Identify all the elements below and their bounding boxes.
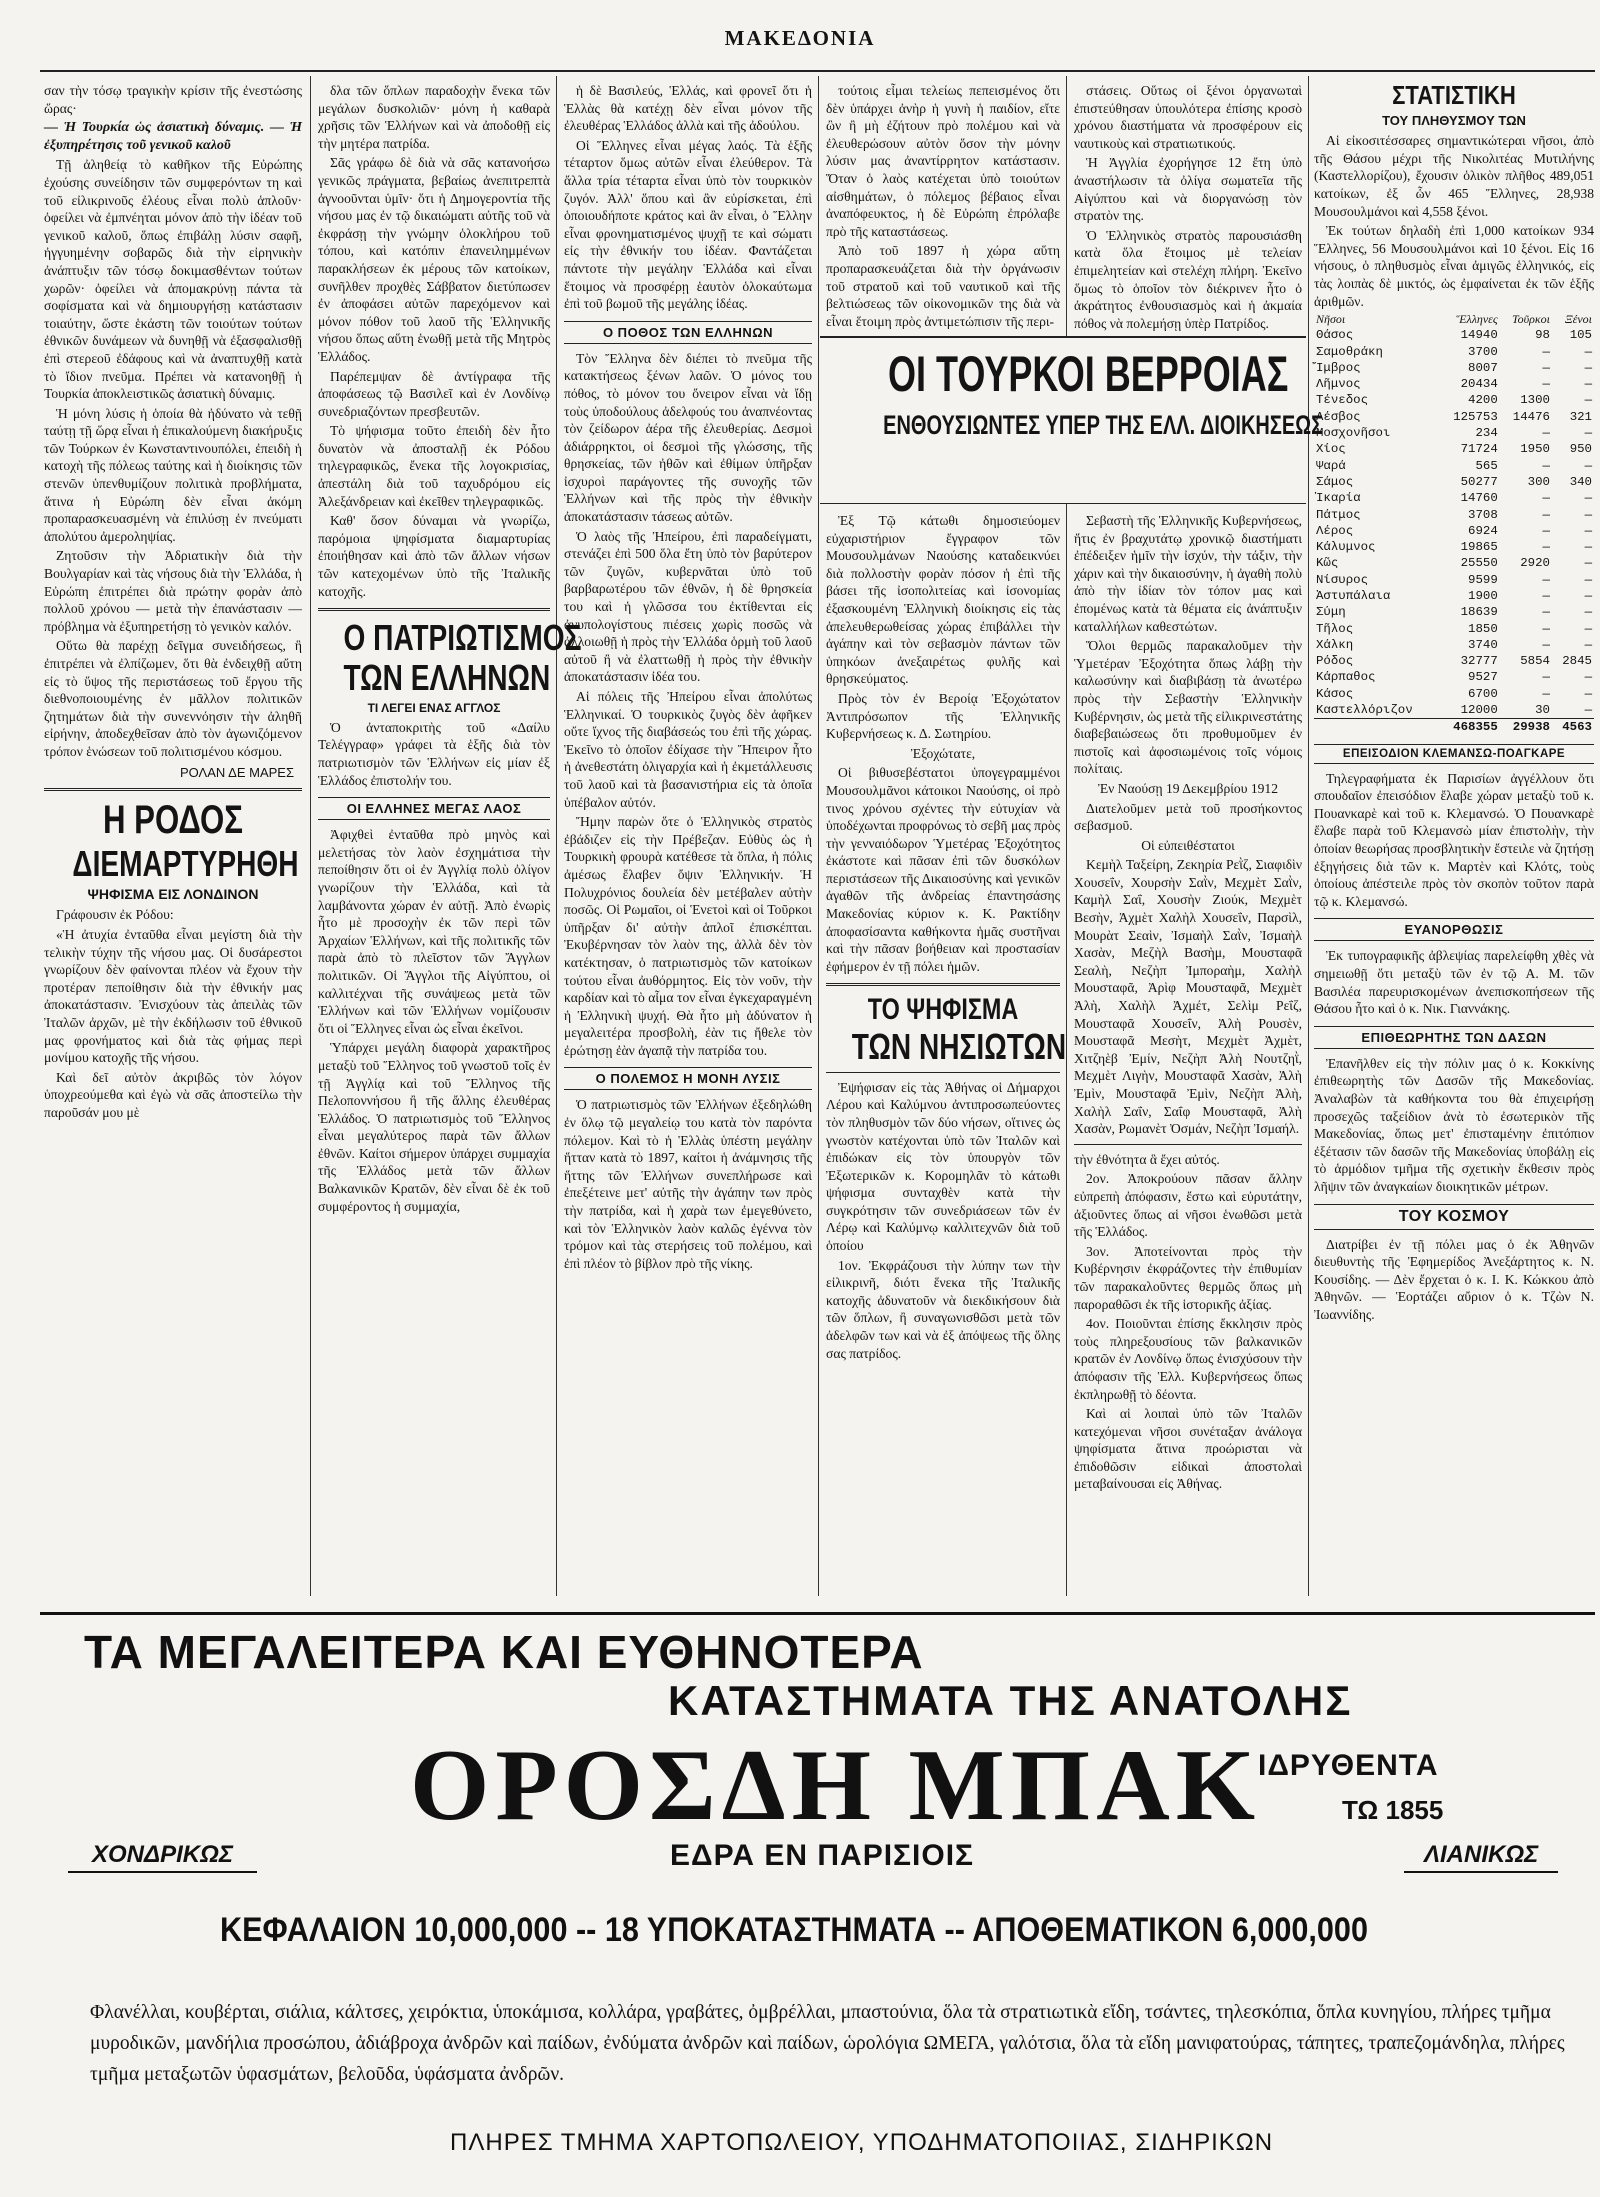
rhodes-headline: Η ΡΟΔΟΣ xyxy=(102,797,244,842)
table-row xyxy=(1314,474,1594,490)
island-name-cell: Σάμος xyxy=(1316,474,1354,489)
column-rule xyxy=(1066,76,1067,1596)
table-row xyxy=(1314,555,1594,571)
table-body xyxy=(1314,327,1594,735)
island-name-cell: Καστελλόριζον xyxy=(1316,703,1413,718)
column-rule xyxy=(310,76,311,1596)
population-cell: — xyxy=(1542,458,1550,473)
article-paragraph: Ἀφιχθεὶ ἐνταῦθα πρὸ μηνὸς καὶ μελετήσας τὸν λαὸν ἐσχημάτισα τὴν πεποίθησιν ὅτι οἱ ἐν Ἀγγλίᾳ πολὺ ὀλίγον γνωρίζουν τὴν Ἑλλάδα, καὶ τὰ λαμβάνοντα χώραν ἐν αὐτῇ. Ἀπὸ ἐνωρὶς ἦτο μὲ προσοχὴν ἐκ τῶν περὶ τῶν Ἀρχαίων Ἑλλήνων, καὶ τῆς πολιτικῆς τῶν παρὰ ἀπὸ τὸ πλεῖστον τῶν Ἄγγλων πολιτικῶν. Οἱ Ἄγγλοι τῆς Αἰγύπτου, οἱ καλλιτέχναι τῆς συνάψεως μετὰ τῶν Ἑλλήνων καὶ τῶν Ἑλλήνων νομίζουσιν ὅτι οἱ Ἕλληνες εἶναι ὡς εἶναι ἐκεῖνοι. xyxy=(318,827,550,1036)
population-cell: 1300 xyxy=(1520,393,1550,408)
population-cell: 32777 xyxy=(1460,654,1498,669)
population-cell: 50277 xyxy=(1460,474,1498,489)
article-paragraph: Ἐξ Τῷ κάτωθι δημοσιεύομεν εὐχαριστήριον ἔγγραφον τῶν Μουσουλμάνων Ναούσης καταδεικνύει διὰ πολλοστὴν φορὰν πόσον ἡ ἐπὶ τῆς βάσει τῆς ἰσοπολιτείας καὶ ἰσονομίας ἐξασκουμένη Ἑλληνικὴ διοίκησις εἰς τὰς ἀπελευθερωθείσας χώρας ἐπιβάλλει τὴν ἀγάπην καὶ τὸν σεβασμὸν πάντων τῶν ὑπηκόων ἀνεξαιρέτως φυλῆς καὶ θρησκεύματος. xyxy=(826,513,1060,687)
island-name-cell: Ἀστυπάλαια xyxy=(1316,588,1391,603)
table-row xyxy=(1314,425,1594,441)
population-cell: 468355 xyxy=(1439,719,1500,736)
poincare-subhead: ΕΠΕΙΣΟΔΙΟΝ ΚΛΕΜΑΝΣΩ-ΠΟΑΓΚΑΡΕ xyxy=(1314,744,1594,764)
patriotism-headline-2: ΤΩΝ ΕΛΛΗΝΩΝ xyxy=(343,657,551,699)
world-subhead: ΤΟΥ ΚΟΣΜΟΥ xyxy=(1314,1204,1594,1230)
population-cell: — xyxy=(1542,588,1550,603)
column-header: Ἕλληνες xyxy=(1456,312,1498,327)
article-paragraph: «Ἡ ἀτυχία ἐνταῦθα εἶναι μεγίστη διὰ τὴν τελικὴν τύχην τῆς νήσου μας. Οἱ δυσάρεστοι γνωρίζουν δὲν φαίνονται πλέον νὰ ἔχουν τὴν προτέραν πεποίθησιν διὰ τὴν ἐθνικήν μας ἀποκατάστασιν. Ἐνισχύουν τὰς ἀπειλὰς τῶν Ἰταλῶν ἀρχῶν, μὲ τὴν ἐκδήλωσιν τοῦ ἐθνικοῦ μας φρονήματος καὶ διὰ τὰς φήμας περὶ μονίμου κατοχῆς τῆς νήσου. xyxy=(44,926,302,1066)
column-header: Τοῦρκοι xyxy=(1512,312,1550,327)
population-cell: 9599 xyxy=(1468,572,1498,587)
population-cell: — xyxy=(1584,556,1592,571)
table-row xyxy=(1314,344,1594,360)
population-cell: — xyxy=(1584,360,1592,375)
population-cell: 2920 xyxy=(1520,556,1550,571)
article-paragraph: Ζητοῦσιν τὴν Ἀδριατικὴν διὰ τὴν Βουλγαρίαν καὶ τὰς νήσους διὰ τὴν Ἑλλάδα, ἡ Εὐρώπη ἐπιτρέπει διὰ πρώτην φορὰν ἀπὸ πολλοῦ χρόνου — μετὰ τὴν ἐπανάστασιν — πρόβλημα νὰ ἐξυπηρετήσῃ τὸ γενικὸν καλόν. xyxy=(44,548,302,634)
population-cell: — xyxy=(1584,703,1592,718)
people-subhead: ΟΙ ΕΛΛΗΝΕΣ ΜΕΓΑΣ ΛΑΟΣ xyxy=(318,797,550,820)
island-name-cell: Σύμη xyxy=(1316,605,1346,620)
patriotism-subhead: ΤΙ ΛΕΓΕΙ ΕΝΑΣ ΑΓΓΛΟΣ xyxy=(367,700,501,715)
population-cell: — xyxy=(1584,507,1592,522)
ad-headline-2: ΚΑΤΑΣΤΗΜΑΤΑ ΤΗΣ ΑΝΑΤΟΛΗΣ xyxy=(668,1677,1353,1724)
rhodes-intro: Γράφουσιν ἐκ Ρόδου: xyxy=(56,907,174,923)
population-cell: — xyxy=(1542,605,1550,620)
letter-closing: Οἱ εὐπειθέστατοι xyxy=(1141,837,1235,853)
population-cell: 6924 xyxy=(1468,523,1498,538)
article-paragraph: Ἀπὸ τοῦ 1897 ἡ χώρα αὕτη προπαρασκευάζεται διὰ τὴν ὀργάνωσιν τοῦ στρατοῦ καὶ τοῦ ναυτικοῦ καὶ τῆς βελτιώσεως τῶν οἰκονομικῶν της διὰ νὰ εἶναι ἕτοιμη πρὸς ἀντιμετώπισιν τῆς περι- xyxy=(826,243,1060,329)
island-name-cell: Θάσος xyxy=(1316,328,1354,343)
population-cell: — xyxy=(1542,344,1550,359)
population-cell: 321 xyxy=(1569,409,1592,424)
article-paragraph: Σᾶς γράφω δὲ διὰ νὰ σᾶς κατανοήσω γενικῶς πράγματα, βεβαίως ἀνεπιτρεπτὰ ἀγνοοῦνται ὑμῖν· ὅτι ἡ Δημογεροντία τῆς νήσου μας ἐν τῷ δικαιώματι αὐτῆς τοῦ νὰ ἐκφράσῃ τὴν γνώμην ὁλοκλήρου τοῦ τόπου, καὶ κατόπιν ἐπανειλημμένων παρακλήσεων ἐκ μέρους τῶν κατοίκων, συνῆλθεν προχθὲς Σάββατον διετύπωσεν ἐν ἀποφάσει αὐτῶν παρεχόμενον καὶ μόνον πόθον τοῦ λαοῦ τῆς Ἑλληνικῆς νήσου ὅπως αὕτη ἑνωθῇ μετὰ τῆς Μητρὸς Ἑλλάδος. xyxy=(318,155,550,364)
population-cell: 105 xyxy=(1569,328,1592,343)
table-row xyxy=(1314,392,1594,408)
column-3 xyxy=(564,82,812,1594)
population-cell: — xyxy=(1542,426,1550,441)
island-name-cell: Ψαρά xyxy=(1316,458,1346,473)
table-row xyxy=(1314,588,1594,604)
article-paragraph: 1ον. Ἐκφράζουσι τὴν λύπην των τὴν εἰλικρινῆ, διότι ἕνεκα τῆς Ἰταλικῆς κατοχῆς ἀδυνατοῦν νὰ διεκδικήσουν διὰ τῶν ὅπλων, ἢ συναγωνισθῶσι μετὰ τῶν ἀδελφῶν των καὶ νὰ ἐξ ἀπόψεως τῆς ὅλης σας πατρίδος. xyxy=(826,1257,1060,1361)
article-paragraph: Ἤμην παρὼν ὅτε ὁ Ἑλληνικὸς στρατὸς ἐβάδιζεν εἰς τὴν Πρέβεζαν. Εὐθὺς ὡς ἡ Τουρκικὴ φρουρὰ κατέθεσε τὰ ὅπλα, ἡ πόλις ἀμέσως ἔλαβεν ὄψιν Ἑλληνικήν. Ἡ Πολυχρόνιος δουλεία δὲν μετέβαλεν αὐτὴν ποσῶς. Οἱ Ρωμαῖοι, οἱ Ἑνετοὶ καὶ οἱ Τοῦρκοι ὑπῆρξαν δι' αὐτὴν ἁπλοῖ ἐπισκέπται. Ἐκυβέρνησαν τὸν λαὸν της, ἀλλὰ δὲν τὸν κατέκτησαν, ὁ πατριωτισμὸς τῶν κατοίκων τούτου εἶναι ἀυθόρμητος. Εἰς τὸν νοῦν, τὴν καρδίαν καὶ τὸ αἷμα τον εἶναι ἐγκεχαραγμένη ἡ Ἑλληνικὴ ψυχή. Θὰ ἦτο μὴ ἀδύνατον ἡ μεγαλειτέρα προσβολὴ, ἐὰν τις ἤθελε τὸν ἐρώτησῃ ἐὰν ἀγαπᾷ τὴν πατρίδα του. xyxy=(564,814,812,1058)
section-divider xyxy=(826,983,1060,986)
article-paragraph: Τηλεγραφήματα ἐκ Παρισίων ἀγγέλλουν ὅτι σπουδαῖον ἐπεισόδιον ἔλαβε χώραν μεταξὺ τοῦ κ. Πουανκαρὲ καὶ τοῦ κ. Κλεμανσώ. Ὁ Πουανκαρὲ ἔλαβε παρὰ τοῦ Κλεμανσὼ μίαν ἐπιστολὴν, τὴν ὁποίαν θεωρήσας προσβλητικὴν ἔστειλε νὰ ζητήσῃ ἐξηγήσεις διὰ τῶν κ. Μαρτὲν καὶ Κλότς, τοὺς ὁποίους ἀπέστειλε πρὸς τὸν σκοπὸν τοῦτον παρὰ τῷ κ. Κλεμανσώ. xyxy=(1314,770,1594,909)
island-name-cell: Τῆλος xyxy=(1316,621,1354,636)
population-cell: — xyxy=(1542,686,1550,701)
article-paragraph: Τὸ ψήφισμα τοῦτο ἐπειδὴ δὲν ἦτο δυνατὸν νὰ ἀποσταλῇ ἐκ Ρόδου τηλεγραφικῶς, ἔνεκα τῆς λογοκρισίας, ἀπεστάλη διὰ τοῦ ταχυδρόμου εἰς Ἀλεξάνδρειαν καὶ ἐκεῖθεν τηλεγραφικῶς. xyxy=(318,423,550,509)
column-4-top xyxy=(826,82,1060,332)
pothos-subhead: Ο ΠΟΘΟΣ ΤΩΝ ΕΛΛΗΝΩΝ xyxy=(564,321,812,344)
population-cell: 29938 xyxy=(1500,719,1552,736)
column-5 xyxy=(1074,512,1302,1594)
population-cell: 25550 xyxy=(1460,556,1498,571)
article-paragraph: Ἐψήφισαν εἰς τὰς Ἀθήνας οἱ Δήμαρχοι Λέρου καὶ Καλύμνου ἀντιπροσωπεύοντες τὸν πληθυσμὸν τῶν δύο νήσων, οἵτινες ὡς γνωστὸν κατέχονται ὑπὸ τῶν Ἰταλῶν καὶ ἐπιδώκαν εἰς τὸν ὑπουργὸν τῶν Ἐξωτερικῶν κ. Κορομηλᾶν τὸ κάτωθι ψήφισμα συνταχθὲν κατὰ τὴν συγκρότησιν τῶν συνεδριάσεων τῶν ἐν Λέρῳ καὶ Καλύμνῳ καλλιτεχνῶν διὰ τοῦ ὁποίου xyxy=(826,1079,1060,1254)
article-paragraph: Πρὸς τὸν ἐν Βεροίᾳ Ἐξοχώτατον Ἀντιπρόσωπον τῆς Ἑλληνικῆς Κυβερνήσεως κ. Δ. Σωτηρίου. xyxy=(826,690,1060,742)
table-row xyxy=(1314,409,1594,425)
population-cell: — xyxy=(1542,670,1550,685)
population-cell: 1900 xyxy=(1468,588,1498,603)
article-paragraph: Καὶ αἱ λοιπαὶ ὑπὸ τῶν Ἰταλῶν κατεχόμεναι νῆσοι συνέταξαν ἀνάλογα ψηφίσματα ἅτινα προώρισται νὰ ἐπιδοθῶσιν εἰδικαὶ ἀποστολαὶ μεταβαίνουσαι εἰς Ἀθήνας. xyxy=(1074,1406,1302,1492)
column-rule xyxy=(556,76,557,1596)
population-cell: — xyxy=(1584,523,1592,538)
table-row xyxy=(1314,686,1594,702)
table-row xyxy=(1314,653,1594,669)
table-total-row xyxy=(1314,719,1594,736)
table-row xyxy=(1314,376,1594,392)
article-paragraph: Ἐπανῆλθεν εἰς τὴν πόλιν μας ὁ κ. Κοκκίνης ἐπιθεωρητὴς τῶν Δασῶν τῆς Μακεδονίας. Ἀναλαβὼν τὰ καθήκοντα του θὰ ἐπιχειρήσῃ προσεχῶς ταξείδιον ἀνὰ τὸ ἐσωτερικὸν τῆς Μακεδονίας, ὅπως μετ' ἐπισταμένην ἐπιτόπιον ἐξέτασιν τῶν δασῶν τῆς Μακεδονίας ὑποβάλῃ εἰς τὸ ἁρμόδιον τμῆμα τῆς σχετικὴν ἔκθεσιν πρὸς λῆψιν τῶν ἀναγκαίων διοικητικῶν μέτρων. xyxy=(1314,1055,1594,1194)
population-cell: 3740 xyxy=(1468,637,1498,652)
population-cell: — xyxy=(1584,605,1592,620)
population-cell: — xyxy=(1584,426,1592,441)
ad-brand: ΟΡΟΣΔΗ ΜΠΑΚ xyxy=(410,1729,1262,1842)
island-name-cell: Χίος xyxy=(1316,442,1346,457)
article-paragraph: δλα τῶν ὅπλων παραδοχὴν ἔνεκα τῶν μεγάλων δυσκολιῶν· μόνη ἡ καθαρὰ χρῆσις τῶν Ἑλλήνων καὶ νὰ ἀποδοθῇ εἰς τὴν μητέρα πατρίδα. xyxy=(318,83,550,151)
island-name-cell: Σαμοθράκη xyxy=(1316,344,1383,359)
col1-lead: — Ἡ Τουρκία ὡς ἀσιατικὴ δύναμις. — Ἡ ἐξυπηρέτησις τοῦ γενικοῦ καλοῦ xyxy=(44,120,302,153)
article-paragraph: Διατρίβει ἐν τῇ πόλει μας ὁ ἐκ Ἀθηνῶν διευθυντὴς τῆς Ἐφημερίδος Ἀνεξάρτητος κ. Ν. Κουσίδης. — Δὲν ἔρχεται ὁ κ. Ι. Κ. Κώκκου ἀπὸ Ἀθηνῶν. — Ἑορτάζει αὔριον ὁ κ. Τζὼν Ν. Ἰωαννίδης. xyxy=(1314,1236,1594,1322)
table-row xyxy=(1314,490,1594,506)
forest-subhead: ΕΠΙΘΕΩΡΗΤΗΣ ΤΩΝ ΔΑΣΩΝ xyxy=(1314,1026,1594,1049)
article-paragraph: 4ον. Ποιοῦνται ἐπίσης ἔκκλησιν πρὸς τοὺς πληρεξουσίους τῶν βαλκανικῶν κρατῶν ἐν Λονδίνῳ ὅπως ἐνισχύσουν τὴν ἀπόφασιν τῆς Ἑλλ. Κυβερνήσεως ὅπως ἐκπληρωθῇ τὸ δέοντα. xyxy=(1074,1316,1302,1402)
article-paragraph: Ἐκ τυπογραφικῆς ἀβλεψίας παρελείφθη χθὲς νὰ σημειωθῇ ὅτι μεταξὺ τῶν ἐν τῷ Α. Μ. τῶν Βασιλέα παρευρισκομένων ἀνεπισκοπήσεων τῆς Θάσου ἦτο καὶ ὁ κ. Νικ. Γιαννάκης. xyxy=(1314,948,1594,1017)
column-2 xyxy=(318,82,582,1594)
population-cell: 20434 xyxy=(1460,377,1498,392)
population-cell: 12000 xyxy=(1460,703,1498,718)
patriotism-headline: Ο ΠΑΤΡΙΩΤΙΣΜΟΣ xyxy=(343,617,582,659)
ad-wholesale: ΧΟΝΔΡΙΚΩΣ xyxy=(68,1841,257,1873)
population-cell: 98 xyxy=(1535,328,1550,343)
table-row xyxy=(1314,360,1594,376)
ad-founded-label: ΙΔΡΥΘΕΝΤΑ xyxy=(1258,1749,1439,1782)
population-cell: 6700 xyxy=(1468,686,1498,701)
ad-bottom-line: ΠΛΗΡΕΣ ΤΜΗΜΑ ΧΑΡΤΟΠΩΛΕΙΟΥ, ΥΠΟΔΗΜΑΤΟΠΟΙΙΑΣ, ΣΙΔΗΡΙΚΩΝ xyxy=(450,2129,1274,2156)
population-cell: — xyxy=(1542,637,1550,652)
island-name-cell: Ρόδος xyxy=(1316,654,1354,669)
rhodes-headline-2: ΔΙΕΜΑΡΤΥΡΗΘΗ xyxy=(72,842,299,884)
article-paragraph: Τὸν Ἕλληνα δὲν διέπει τὸ πνεῦμα τῆς κατακτήσεως ξένων λαῶν. Ὁ μόνος του πόθος, τὸ μόνον του ὄνειρον εἶναι νὰ ἴδῃ τοὺς ὑποδούλους ἀδελφούς του ἀναπνέοντας τὸν ζείδωρον ἀέρα τῆς ἐλευθερίας. Δεσμοὶ ἀδιάρρηκτοι, οἱ δεσμοὶ τῆς γλώσσης, τῆς θρησκείας, τῶν ἠθῶν καὶ ἐθίμων ὑπῆρξαν ἰσχυροὶ παράγοντες τῆς συνοχῆς τῶν Ἑλλήνων καὶ τῆς πρὸς τὴν ἐθνικὴν ἀποκατάστασιν τάσεως αὐτῶν. xyxy=(564,350,812,525)
article-paragraph: Παρέπεμψαν δὲ ἀντίγραφα τῆς ἀποφάσεως τῷ Βασιλεῖ καὶ ἐν Λονδίνῳ συνεδριαζόντων πρεσβευτῶν. xyxy=(318,368,550,419)
article-paragraph: Ὑπάρχει μεγάλη διαφορὰ χαρακτῆρος μεταξὺ τοῦ Ἕλληνος τοῦ γνωστοῦ τοῖς ἐν τῇ Ἀγγλίᾳ καὶ τοῦ Ἕλληνος τῆς Πελοποννήσου ἢ τῆς ἄλλης ἐλευθέρας Ἑλλάδος. Ὁ πατριωτισμὸς τοῦ Ἕλληνος εἶναι μεγαλύτερος παρὰ τῶν ἄλλων ἐθνῶν. Καίτοι σήμερον ὑπάρχει συμμαχία τῆς Ἑλλάδος μετὰ τῶν ἄλλων Βαλκανικῶν Κρατῶν, δὲν εἶναι δὲ ἐκ τοῦ συμφέροντος ἡ συμμαχία, xyxy=(318,1040,550,1214)
article-paragraph: 2ον. Ἀποκρούουν πᾶσαν ἄλλην εὐπρεπὴ ἀπόφασιν, ἔστω καὶ εὐρυτάτην, ἀξιοῦντες ὅπως αἱ νῆσοι ἑνωθῶσι μετὰ τῆς Ἑλλάδος. xyxy=(1074,1171,1302,1240)
table-row xyxy=(1314,507,1594,523)
column-rule xyxy=(818,76,819,1596)
island-name-cell: Κάσος xyxy=(1316,686,1354,701)
article-paragraph: Ὁ ἀνταποκριτὴς τοῦ «Δαίλυ Τελέγγραφ» γράφει τὰ ἑξῆς διὰ τὸν πατριωτισμὸν τῶν Ἑλλήνων εἰς μίαν ἐξ Ἑλλάδος ἐπιστολήν του. xyxy=(318,719,550,788)
article-paragraph: Καθ' ὅσον δύναμαι νὰ γνωρίζω, παρόμοια ψηφίσματα διαμαρτυρίας ἐποιήθησαν καὶ ἀπὸ τῶν ἄλλων νήσων τῶν κατεχομένων ὑπὸ τῆς Ἰταλικῆς κατοχῆς. xyxy=(318,513,550,599)
section-divider xyxy=(318,608,550,611)
table-row xyxy=(1314,523,1594,539)
island-name-cell xyxy=(1314,719,1439,736)
article-paragraph: 3ον. Ἀποτείνονται πρὸς τὴν Κυβέρνησιν ἐκφράζοντες τὴν ἐπιθυμίαν τῶν παρακαλοῦντες θερμῶς ὅπως μὴ παροραθῶσι ἐκ τῆς ἱστορικῆς ἀξίας. xyxy=(1074,1243,1302,1312)
population-cell: 19865 xyxy=(1460,540,1498,555)
population-cell: 30 xyxy=(1535,703,1550,718)
population-cell: 1950 xyxy=(1520,442,1550,457)
article-paragraph: Οὕτω θὰ παρέχῃ δεῖγμα συνειδήσεως, ἣ ἐπιτρέπει νὰ ἐλπίζωμεν, ὅτι θὰ ἐνδειχθῇ αὔτη εἰς τὸ ὕψος τῆς περιστάσεως τοῦ ἔργου τῆς διεθνοποιουμένης ἐν μᾶλλον πολιτικῶν ζητημάτων διὰ τὴν συνεννόησιν τὴν ἀληθῆ εἰρήνην, ἀποδεχθεῖσαν ἀπὸ τὸν ἀγωνιζόμενον τρόπον ἑνώσεων τοῦ πολιτισμένου κόσμου. xyxy=(44,638,302,759)
table-header-row xyxy=(1314,312,1594,327)
population-cell: — xyxy=(1584,621,1592,636)
vote-headline: ΤΟ ΨΗΦΙΣΜΑ xyxy=(867,993,1019,1027)
table-row xyxy=(1314,539,1594,555)
population-cell: — xyxy=(1584,393,1592,408)
article-paragraph: τὴν ἐθνότητα ἃ ἔχει αὐτός. xyxy=(1074,1151,1220,1167)
population-cell: — xyxy=(1584,491,1592,506)
table-row xyxy=(1314,327,1594,343)
population-cell: 18639 xyxy=(1460,605,1498,620)
population-cell: — xyxy=(1584,344,1592,359)
population-cell: — xyxy=(1542,523,1550,538)
population-table xyxy=(1314,312,1594,735)
stats-headline: ΣΤΑΤΙΣΤΙΚΗ xyxy=(1392,80,1516,110)
article-paragraph: Ὅλοι θερμῶς παρακαλοῦμεν τὴν Ὑμετέραν Ἐξοχότητα ὅπως λάβῃ τὴν καλωσύνην καὶ διαβιβάσῃ τὰ ἀνωτέρω πρὸς τὴν Σεβαστὴν Ἑλληνικὴν Κυβέρνησιν, ὡς μετὰ τῆς εἰλικρινεστάτης διαβεβαιώσεως ὅτι προθυμοῦμεν ἐν πιστοῖς καὶ ἀφοσιωμένοις τοῖς νόμοις πολίταις. xyxy=(1074,638,1302,777)
population-cell: — xyxy=(1584,686,1592,701)
population-cell: — xyxy=(1584,588,1592,603)
population-cell: — xyxy=(1584,670,1592,685)
orosdi-back-advertisement xyxy=(40,1612,1595,2192)
island-name-cell: Πάτμος xyxy=(1316,507,1361,522)
article-paragraph: Οἱ Ἕλληνες εἶναι μέγας λαός. Τὰ ἑξῆς τέταρτον ὅμως αὐτῶν εἶναι ἐλεύθερον. Τὰ ἄλλα τρία τέταρτα εἶναι ὑπὸ τὸν τουρκικὸν ζυγόν. Ἀλλ' ὅπου καὶ ἂν εὑρίσκεται, ἐπὶ ὁποιουδήποτε κράτος καὶ ἂν εἶναι, ὁ Ἕλλην εἶναι φρονηματισμένος ψυχῇ τε καὶ σώματι εἰς τὴν ἐθνικήν του ἰδέαν. Φαντάζεται πάντοτε τὴν μεγάλην Ἑλλάδα καὶ εἶναι ἕτοιμος νὰ προσφέρῃ ἑαυτὸν ὁλοκαύτωμα ἐπὶ τοῦ βωμοῦ τῆς μεγάλης ἰδέας. xyxy=(564,137,812,312)
population-cell: — xyxy=(1542,621,1550,636)
table-row xyxy=(1314,702,1594,719)
column-rule xyxy=(1308,76,1309,1596)
article-paragraph: Ὁ λαὸς τῆς Ἠπείρου, ἐπὶ παραδείγματι, στενάζει ἐπὶ 500 ὅλα ἔτη ὑπὸ τὸν βαρύτερον τῶν ζυγῶν, κυβερνᾶται ὑπὸ τοῦ βαρβαρωτέρου τῶν ἐθνῶν, ἡ δὲ θρησκεία του καὶ ἡ γλῶσσα του ἐκτίθενται εἰς ἀνυπολογίστους πιέσεις χωρὶς ποσῶς νὰ ἀλλοιωθῇ ἡ πρὸς τὴν Ἑλλάδα ὁρμὴ τοῦ λαοῦ αὐτοῦ ἢ νὰ ἐλαττωθῇ ἡ πρὸς τὴν ἐθνικὴν ἀποκατάστασιν ἰδέα του. xyxy=(564,528,812,685)
article-paragraph: Ἐκ τούτων δηλαδὴ ἐπὶ 1,000 κατοίκων 934 Ἕλληνες, 56 Μουσουλμάνοι καὶ 10 ξένοι. Εἰς 16 νήσους, ὁ πληθυσμὸς εἶναι ἀμιγῶς ἑλληνικός, εἰς τὰς λοιπὰς δὲ μικτός, ὡς ἐμφαίνεται ἐκ τῶν ἑξῆς ἀριθμῶν. xyxy=(1314,223,1594,309)
article-paragraph: Αἱ πόλεις τῆς Ἠπείρου εἶναι ἀπολύτως Ἑλληνικαί. Ὁ τουρκικὸς ζυγὸς δὲν ἀφῆκεν οὔτε ἴχνος τῆς διαβάσεώς του ἐπὶ τῆς χώρας. Ἐκεῖνο τὸ ὁποῖον ἐδίχασε τὴν Ἤπειρον ἦτο ἡ ἀνεθεστάτη ὀλιγαρχία καὶ ἡ ἐκμετάλλευσις τοῦ λαοῦ καὶ τὰ βασανιστήρια εἰς τὰ ὁποῖα ὑπέβαλον αὐτόν. xyxy=(564,689,812,810)
island-name-cell: Ἴμβρος xyxy=(1316,360,1361,375)
section-divider xyxy=(44,788,302,791)
column-4 xyxy=(826,512,1067,1594)
signatories: Κεμὴλ Ταξείρη, Ζεκηρία Ρεῒζ, Σιαφιδὶν Χουσεΐν, Χουρσὴν Σαῒν, Μεχμὲτ Σαῒν, Καμὴλ Σαΐ, Χουσὴν Ζιούκ, Μεχμὲτ Βεσὴν, Ἀχμὲτ Χαλὴλ Χουσεΐν, Παρσὶλ, Μουρὰτ Σεαὶν, Ἰσμαὴλ Σαῒν, Ἰσμαὴλ Χασὰν, Μεζὴλ Βασὴμ, Μουσταφᾶ Σεαλὴ, Νεζὴπ Ἰμποραὴμ, Χαλὴλ Μουσταφᾶ, Ἀρὶφ Μουσταφᾶ, Μεχμὲτ Ἀλὴ, Χαλὴλ Ἀχμέτ, Σελὶμ Ρεΐζ, Μουσταφᾶ Χουσεΐν, Ἀλὴ Ρουσὲν, Μουσταφᾶ Μεσὴτ, Μεχμὲτ Ἀχμὲτ, Χιτζηὲβ Ἐμίν, Νεζὴπ Ἀλὴ Νουτζηῒ, Μεχμὲτ Λιγὴν, Μουσταφᾶ Χασὰν, Ἀλὴ Ἐμὶν, Μουσταφᾶ Ἐμὶν, Νεζὴπ Ἀλὴ, Χαλὴλ Σαΐν, Σαΐφ Μουσταφᾶ, Ἀλὴ Χασὰν, Ρωμανὲτ Ὀσμάν, Νεζὴπ Ἰσμαήλ. xyxy=(1074,857,1302,1137)
population-cell: — xyxy=(1584,458,1592,473)
column-1 xyxy=(44,82,302,1594)
top-rule xyxy=(40,70,1595,72)
section-divider xyxy=(826,1072,1060,1073)
article-paragraph: Τῇ ἀληθείᾳ τὸ καθῆκον τῆς Εὐρώπης ἐχούσης συνείδησιν τῶν συμφερόντων τη καὶ τοῦ εἰλικρινοῦς ἐλέους εἶναι πολὺ ἁπλοῦν· ὀφείλει νὰ ἐμπνέηται μόνον ἀπὸ τὴν ἰδέαν τοῦ γενικοῦ καλοῦ, ὅπως ἐπιβάλῃ λύσιν σαφῆ, ἠγγυημένην σοβαρῶς διὰ τὴν εἰρηνικὴν ἀνάπτυξιν τῶν τόσῳ δοκιμασθέντων τούτων χωρῶν· ὀφείλει νὰ ἀπομακρύνῃ πάντα τὰ σοφίσματα καὶ νὰ δημιουργήσῃ κατάστασιν τοιαύτην, ὥστε ἑκάστη τῶν τοιούτων τούτων ἐθνικῶν δυνάμεων νὰ δυνηθῇ νὰ ἐξασφαλισθῇ ἐπὶ στερεοῦ ἐδάφους καὶ νὰ ἀναπτυχθῇ κατὰ τὸ ἴδιον πνεῦμα. Πρέπει νὰ κατανοηθῇ ἡ Τουρκία ἀποκλειστικῶς ἀσιατικὴ δύναμις. xyxy=(44,157,302,402)
column-5-top xyxy=(1074,82,1302,332)
population-cell: 125753 xyxy=(1453,409,1498,424)
population-cell: 8007 xyxy=(1468,360,1498,375)
article-paragraph: Ἡ Ἀγγλία ἐχορήγησε 12 ἔτη ὑπὸ ἀναστήλωσιν τὰ ὀλίγα σωματεῖα τῆς Αἰγύπτου καὶ νὰ διοργανώσῃ τὸν στρατὸν της. xyxy=(1074,155,1302,224)
article-paragraph: Ὁ Ἑλληνικὸς στρατὸς παρουσιάσθη κατὰ ὅλα ἕτοιμος μὲ τελείαν ἐπιμελητείαν καὶ στελέχη πλήρη. Ἐκεῖνο ὅμως τὸ ὁποῖον τὸν διέκρινεν ἦτο ὁ ἀκράτητος ἐνθουσιασμὸς καὶ ἡ ἀκμαία πόθος νὰ πολεμήσῃ ὑπὲρ Πατρίδος. xyxy=(1074,227,1302,331)
island-name-cell: Μοσχονῆσοι xyxy=(1316,426,1391,441)
masthead: ΜΑΚΕΔΟΝΙΑ xyxy=(724,26,876,50)
population-cell: — xyxy=(1542,540,1550,555)
population-cell: 4563 xyxy=(1552,719,1594,736)
table-row xyxy=(1314,621,1594,637)
correction-subhead: ΕΥΑΝΟΡΘΩΣΙΣ xyxy=(1314,918,1594,941)
column-header: Ξένοι xyxy=(1564,312,1592,327)
population-cell: 4200 xyxy=(1468,393,1498,408)
ad-retail: ΛΙΑΝΙΚΩΣ xyxy=(1404,1841,1558,1873)
article-paragraph: τούτοις εἶμαι τελείως πεπεισμένος ὅτι δὲν ὑπάρχει ἀνὴρ ἡ γυνὴ ἡ παιδίον, εἴτε ὢν ἢ μὴ ἐζήτουν πρὸ πολέμου καὶ νὰ ἐλευθερώσουν αὐτὸν ὅσον τὴν μόνην λύσιν μας ἀναντίρρητον κατάστασιν. Ὅταν ὁ λαὸς κατέχεται ὑπὸ τοιούτων αἰσθημάτων, ὁ πόλεμος βέβαιος εἶναι ἀναπόφευκτος, ἡ δὲ Εὐρώπη ἐπρόλαβε πρὸ τῆς καταστάσεως. xyxy=(826,83,1060,239)
article-paragraph: Καὶ δεῖ αὐτὸν ἀκριβῶς τὸν λόγον ὑποχρεούμεθα καὶ ἐγὼ νὰ σᾶς ἀποστείλω τὴν παροῦσάν μου μὲ xyxy=(44,1069,302,1120)
population-cell: 2845 xyxy=(1562,654,1592,669)
article-paragraph: Διατελοῦμεν μετὰ τοῦ προσήκοντος σεβασμοῦ. xyxy=(1074,800,1302,834)
berroia-subhead: ΕΝΘΟΥΣΙΩΝΤΕΣ ΥΠΕΡ ΤΗΣ ΕΛΛ. ΔΙΟΙΚΗΣΕΩΣ xyxy=(883,409,1324,440)
article-paragraph: Ὁ πατριωτισμὸς τῶν Ἑλλήνων ἐξεδηλώθη ἐν ὅλῳ τῷ μεγαλείῳ του κατὰ τὸν παρόντα πόλεμον. Καὶ τὸ ἡ Ἑλλὰς ὑπέστη μεγάλην ἥτταν κατὰ τὸ 1897, καίτοι ἡ ἀνάμνησις τῆς ἥττης τῶν Ἑλλήνων συνεπλήρωσε καὶ ἐπεξέτεινε μετ' αὐτῆς τὴν ἀγάπην των πρὸς τὴν πατρίδα, καὶ ἡ χαρὰ των ἐμεγεθύνετο, καὶ τὸν Ἑλληνικὸν λαὸν καλῶς ἐγέννα τὸν τρόμον καὶ τὰς στερήσεις τοῦ πολέμου, καὶ ἐπὶ πλέον τὸ βίβλον πρὸ τῆς νίκης. xyxy=(564,1097,812,1271)
island-name-cell: Κάλυμνος xyxy=(1316,540,1376,555)
population-cell: 3708 xyxy=(1468,507,1498,522)
ad-headline-1: ΤΑ ΜΕΓΑΛΕΙΤΕΡΑ ΚΑΙ ΕΥΘΗΝΟΤΕΡΑ xyxy=(84,1626,924,1678)
population-cell: — xyxy=(1542,491,1550,506)
table-row xyxy=(1314,441,1594,457)
column-header: Νῆσοι xyxy=(1316,312,1346,327)
population-cell: 14760 xyxy=(1460,491,1498,506)
berroia-headline: ΟΙ ΤΟΥΡΚΟΙ ΒΕΡΡΟΙΑΣ xyxy=(888,346,1289,402)
article-paragraph: Αἱ εἰκοσιτέσσαρες σημαντικώτεραι νῆσοι, ἀπὸ τῆς Θάσου μέχρι τῆς Νικολιτέας Μυτιλήνης (Καστελλορίζου), ἔχουσιν ὁλικὸν πλῆθος 489,051 κατοίκων, ἐξ ὧν 465 Ἕλληνες, 28,938 Μουσουλμάνοι καὶ 4,558 ξένοι. xyxy=(1314,133,1594,219)
population-cell: — xyxy=(1542,572,1550,587)
table-row xyxy=(1314,572,1594,588)
column-6 xyxy=(1314,82,1594,1594)
article-paragraph: Οἱ βιθυσεβέστατοι ὑπογεγραμμένοι Μουσουλμᾶνοι κάτοικοι Ναούσης, οἱ πρὸ τινος χρόνου σχέντες τὴν εὐτυχίαν νὰ ὑποδέχωνται προφρόνως τὸ σεβῆ μας πρὸς τὴν γενναιόδωρον Ὑμετέρας Ἐξοχότητος ἐκάστοτε καὶ πᾶσαν ἐπὶ τῶν δυσκόλων περιστάσεων τῆς Δικαιοσύνης καὶ γενικῶν ἀγαθῶν τῆς ἀνδρείας ἐπαντησάσης Μακεδονίας κύριον κ. Κ. Ρακτίδην ἀποφασίσαντα καθήκοντα ἡμᾶς συστῆναι καὶ τὴν πᾶσαν βοήθειαν καὶ προστασίαν ἐφήμερον ἐν τῇ πόλει ἡμῶν. xyxy=(826,765,1060,974)
ad-headquarters: ΕΔΡΑ ΕΝ ΠΑΡΙΣΙΟΙΣ xyxy=(670,1839,975,1872)
population-cell: 14476 xyxy=(1512,409,1550,424)
article-paragraph: ἡ δὲ Βασιλεύς, Ἑλλάς, καὶ φρονεῖ ὅτι ἡ Ἑλλὰς θὰ κατέχῃ δὲν εἶναι μόνον τῆς ἐλευθέρας Ἑλλάδος ἀλλὰ καὶ τῆς ἀδούλου. xyxy=(564,83,812,134)
island-name-cell: Λέσβος xyxy=(1316,409,1361,424)
island-name-cell: Τένεδος xyxy=(1316,393,1369,408)
population-cell: 5854 xyxy=(1520,654,1550,669)
population-cell: — xyxy=(1584,572,1592,587)
island-name-cell: Λέρος xyxy=(1316,523,1354,538)
island-name-cell: Ἰκαρία xyxy=(1316,491,1361,506)
population-cell: — xyxy=(1542,507,1550,522)
population-cell: 340 xyxy=(1569,474,1592,489)
table-row xyxy=(1314,458,1594,474)
war-subhead: Ο ΠΟΛΕΜΟΣ Η ΜΟΝΗ ΛΥΣΙΣ xyxy=(564,1067,812,1090)
population-cell: 3700 xyxy=(1468,344,1498,359)
population-cell: — xyxy=(1584,637,1592,652)
population-cell: 71724 xyxy=(1460,442,1498,457)
population-cell: — xyxy=(1584,540,1592,555)
island-name-cell: Κῶς xyxy=(1316,556,1339,571)
population-cell: — xyxy=(1542,360,1550,375)
ad-founded-year: ΤΩ 1855 xyxy=(1342,1795,1444,1825)
berroia-headline-box xyxy=(820,336,1324,504)
vote-headline-2: ΤΩΝ ΝΗΣΙΩΤΩΝ xyxy=(851,1025,1067,1067)
population-cell: — xyxy=(1542,377,1550,392)
population-cell: 950 xyxy=(1569,442,1592,457)
population-cell: 9527 xyxy=(1468,670,1498,685)
table-row xyxy=(1314,637,1594,653)
island-name-cell: Λῆμνος xyxy=(1316,377,1361,392)
letter-date: Ἐν Ναούσῃ 19 Δεκεμβρίου 1912 xyxy=(1097,780,1279,796)
population-cell: 565 xyxy=(1475,458,1498,473)
population-cell: 300 xyxy=(1527,474,1550,489)
island-name-cell: Χάλκη xyxy=(1316,637,1354,652)
section-divider xyxy=(1074,1144,1302,1145)
ad-goods-list: Φλανέλλαι, κουβέρται, σιάλια, κάλτσες, χειρόκτια, ὑποκάμισα, κολλάρα, γραβάτες, ὀμβρέλλαι, μπαστούνια, ὅλα τὰ στρατιωτικὰ εἴδη, τσάντες, τηλεσκόπια, ὅπλα κυνηγίου, πλήρες τμῆμα μυροδικῶν, μανδήλια προσώπου, ἀδιάβροχα ἀνδρῶν καὶ παίδων, ἐνδύματα ἀνδρῶν καὶ παίδων, ὡρολόγια ΩΜΕΓΑ, γαλότσια, ὅλα τὰ εἴδη μανιφατούρας, τάπητες, τραπεζομάνδηλα, πλήρες τμῆμα μεταξωτῶν ὑφασμάτων, βελοῦδα, ὑφάσματα ἀνδρῶν. xyxy=(90,2002,1565,2085)
island-name-cell: Κάρπαθος xyxy=(1316,670,1376,685)
col1-intro: σαν τὴν τόσῳ τραγικὴν κρίσιν τῆς ἐνεστώσης ὥρας· xyxy=(44,83,302,116)
table-row xyxy=(1314,669,1594,685)
population-cell: 14940 xyxy=(1460,328,1498,343)
article-signature: ΡΟΛΑΝ ΔΕ ΜΑΡΕΣ xyxy=(179,764,294,780)
population-cell: 234 xyxy=(1475,426,1498,441)
rhodes-subhead: ΨΗΦΙΣΜΑ ΕΙΣ ΛΟΝΔΙΝΟΝ xyxy=(87,886,259,903)
island-name-cell: Νίσυρος xyxy=(1316,572,1369,587)
article-paragraph: στάσεις. Οὕτως οἱ ξένοι ὀργανωταὶ ἐπιστεύθησαν ὑπουλότερα ἐπίσης κροσὸ χρόνου διαστήματα νὰ προσφέρουν εἰς ναυτικοὺς καὶ στρατιωτικούς. xyxy=(1074,83,1302,151)
article-paragraph: Ἡ μόνη λύσις ἡ ὁποία θὰ ἠδύνατο νὰ τεθῇ ταύτῃ τῇ ὥρᾳ εἶναι ἡ ἐπικαλούμενη διακήρυξις τῶν Τούρκων ἐν Κωνσταντινουπόλει, ἐπειδὴ ἡ κατοχὴ τῆς πόλεως ταύτης καὶ ἡ διοίκησις τῶν στενῶν ὑπενθυμίζουν πολιτικὰ προβλήματα, ἅτινα ἡ Εὐρώπη δὲν εἶναι ἀκόμη προπαρασκευασμένη νὰ ἐπιλύσῃ ἐν πνεύματι ἀπολύτου ἀμεροληψίας. xyxy=(44,405,302,544)
population-cell: — xyxy=(1584,377,1592,392)
table-row xyxy=(1314,604,1594,620)
salutation: Ἐξοχώτατε, xyxy=(910,745,976,761)
population-cell: 1850 xyxy=(1468,621,1498,636)
ad-capital-line: ΚΕΦΑΛΑΙΟΝ 10,000,000 -- 18 ΥΠΟΚΑΤΑΣΤΗΜΑΤΑ -- ΑΠΟΘΕΜΑΤΙΚΟΝ 6,000,000 xyxy=(220,1911,1368,1949)
article-paragraph: Σεβαστὴ τῆς Ἑλληνικῆς Κυβερνήσεως, ἥτις ἐν βραχυτάτῳ χρονικῷ διαστήματι ἐπέδειξεν ἡμῖν τὴν ἰσχύν, τὴν τάξιν, τὴν χάριν καὶ τὴν δικαιοσύνην, ἡ ἀγαθὴ πολὺ ἀπὸ τὴν ἰδίαν τὸν τόπον μας καὶ ἐπομένως κατὰ τὰ θέματα εἰς ἀνάπτυξιν καταλλήλων καθεστώτων. xyxy=(1074,513,1302,634)
stats-subhead: ΤΟΥ ΠΛΗΘΥΣΜΟΥ ΤΩΝ xyxy=(1382,113,1526,129)
